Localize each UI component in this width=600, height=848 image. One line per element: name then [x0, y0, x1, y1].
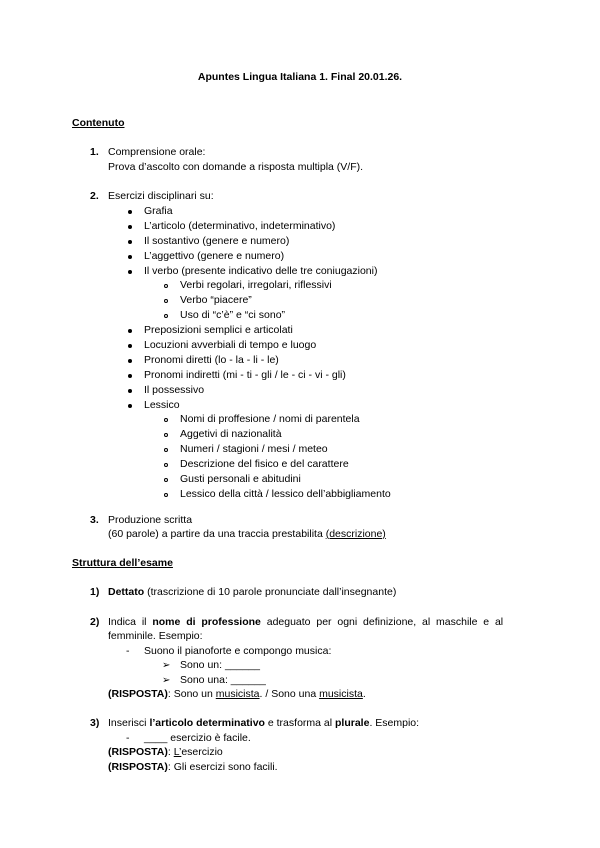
underlined-text: L’ — [173, 746, 182, 758]
bold-text: Dettato — [108, 586, 145, 598]
bullet-circle-icon — [164, 314, 168, 318]
example-option: Sono un: ______ — [180, 659, 260, 671]
answer-label: (RISPOSTA) — [108, 746, 168, 758]
plain-text: : Gli esercizi sono facili. — [167, 761, 278, 773]
question-text — [108, 616, 503, 629]
underlined-text: (descrizione) — [325, 528, 386, 540]
bullet-circle-icon — [164, 448, 168, 452]
bullet-circle-icon — [164, 478, 168, 482]
example-text: Suono il pianoforte e compongo musica: — [144, 645, 332, 657]
bullet-dot-icon — [128, 240, 132, 244]
bullet-dot-icon — [128, 270, 132, 274]
bullet-dot-icon — [128, 210, 132, 214]
bullet-dot-icon — [128, 255, 132, 259]
bullet-circle-icon — [164, 299, 168, 303]
plain-text: . / Sono una — [259, 688, 320, 700]
list-item: Pronomi indiretti (mi - ti - gli / le - ci - vi - gli) — [144, 369, 346, 381]
list-item: Nomi di proffesione / nomi di parentela — [180, 413, 360, 425]
question-number: 1) — [90, 586, 100, 598]
list-item-description: Prova d’ascolto con domande a risposta multipla (V/F). — [108, 161, 364, 173]
list-item: Lessico della città / lessico dell’abbigliamento — [180, 488, 391, 500]
bullet-circle-icon — [164, 433, 168, 437]
plain-text: e trasforma al — [264, 717, 335, 729]
dash-marker: - — [126, 645, 130, 657]
list-number: 1. — [90, 146, 99, 158]
plain-text: . — [362, 688, 366, 700]
answer-line — [108, 688, 366, 701]
list-item: Il verbo (presente indicativo delle tre coniugazioni) — [144, 265, 378, 277]
bullet-dot-icon — [128, 404, 132, 408]
arrow-bullet-icon: ➢ — [162, 675, 171, 686]
plain-text: : Sono un — [167, 688, 216, 700]
answer-label: (RISPOSTA) — [108, 761, 168, 773]
list-item: Grafia — [144, 205, 173, 217]
example-text: ____ esercizio è facile. — [144, 732, 251, 744]
answer-line — [108, 761, 278, 774]
bullet-circle-icon — [164, 418, 168, 422]
plain-text: : — [167, 746, 174, 758]
list-item: Preposizioni semplici e articolati — [144, 324, 293, 336]
answer-label: (RISPOSTA) — [108, 688, 168, 700]
section-heading-contenuto: Contenuto — [72, 117, 125, 129]
question-number: 3) — [90, 717, 100, 729]
list-item: Locuzioni avverbiali di tempo e luogo — [144, 339, 317, 351]
bullet-dot-icon — [128, 329, 132, 333]
underlined-text: musicista — [319, 688, 363, 700]
question-text — [108, 717, 419, 730]
plain-text: Inserisci — [108, 717, 150, 729]
list-item: Descrizione del fisico e del carattere — [180, 458, 349, 470]
section-heading-struttura: Struttura dell’esame — [72, 557, 173, 569]
list-item-label: Esercizi disciplinari su: — [108, 190, 214, 202]
list-item-label: Comprensione orale: — [108, 146, 206, 158]
list-item: Verbi regolari, irregolari, riflessivi — [180, 279, 332, 291]
bullet-dot-icon — [128, 359, 132, 363]
plain-text: . Esempio: — [369, 717, 420, 729]
plain-text: esercizio — [181, 746, 223, 758]
question-text-line2: femminile. Esempio: — [108, 630, 203, 642]
description-text: (60 parole) a partire da una traccia prestabilita — [108, 528, 326, 540]
bold-text: l’articolo determinativo — [149, 717, 265, 729]
plain-text: adeguato per ogni definizione, al maschile e al — [260, 616, 504, 628]
question-text — [108, 586, 396, 599]
list-item: Pronomi diretti (lo - la - li - le) — [144, 354, 279, 366]
list-item: Il sostantivo (genere e numero) — [144, 235, 290, 247]
list-number: 2. — [90, 190, 99, 202]
question-number: 2) — [90, 616, 100, 628]
document-title: Apuntes Lingua Italiana 1. Final 20.01.26. — [197, 71, 403, 83]
bullet-circle-icon — [164, 493, 168, 497]
list-item: L’articolo (determinativo, indeterminativo) — [144, 220, 336, 232]
list-item: Aggetivi di nazionalità — [180, 428, 282, 440]
bold-text: nome di professione — [152, 616, 261, 628]
list-item: L’aggettivo (genere e numero) — [144, 250, 285, 262]
bullet-dot-icon — [128, 389, 132, 393]
list-item-description — [108, 528, 386, 541]
list-item: Verbo “piacere” — [180, 294, 252, 306]
bullet-dot-icon — [128, 225, 132, 229]
list-item: Gusti personali e abitudini — [180, 473, 301, 485]
bullet-dot-icon — [128, 344, 132, 348]
bullet-circle-icon — [164, 463, 168, 467]
answer-line — [108, 746, 223, 759]
bold-text: plurale — [335, 717, 370, 729]
plain-text: Indica il — [108, 616, 153, 628]
list-item: Lessico — [144, 399, 180, 411]
list-item: Uso di “c’è” e “ci sono” — [180, 309, 286, 321]
list-item-label: Produzione scritta — [108, 514, 193, 526]
bullet-dot-icon — [128, 374, 132, 378]
list-item: Numeri / stagioni / mesi / meteo — [180, 443, 328, 455]
dash-marker: - — [126, 732, 130, 744]
list-item: Il possessivo — [144, 384, 205, 396]
example-option: Sono una: ______ — [180, 674, 266, 686]
bullet-circle-icon — [164, 284, 168, 288]
plain-text: (trascrizione di 10 parole pronunciate dall’insegnante) — [144, 586, 397, 598]
list-number: 3. — [90, 514, 99, 526]
arrow-bullet-icon: ➢ — [162, 660, 171, 671]
underlined-text: musicista — [215, 688, 260, 700]
